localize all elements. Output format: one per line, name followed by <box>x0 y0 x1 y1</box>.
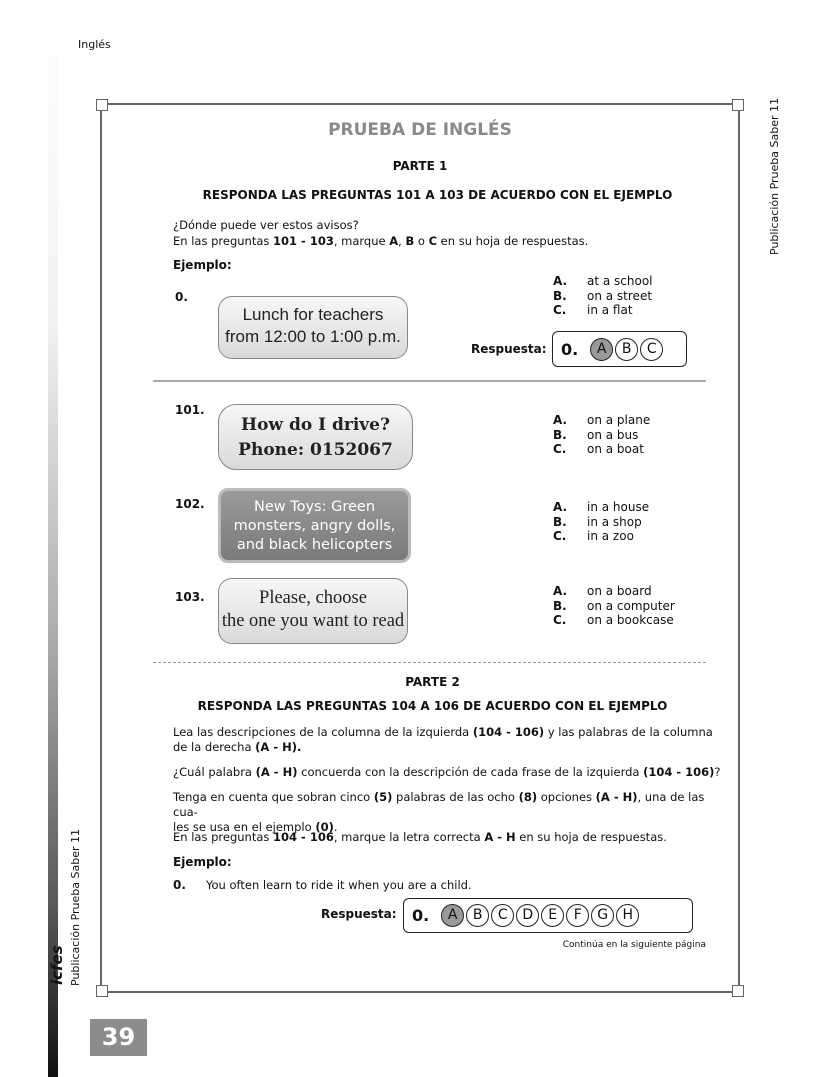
part2-paragraph-4: En las preguntas 104 - 106, marque la letra correcta A - H en su hoja de respuestas. <box>173 830 667 844</box>
icfes-logo: icfes <box>48 945 66 985</box>
example-options: A. at a school B. on a street C. in a flat <box>553 274 653 317</box>
options-101: A. on a plane B. on a bus C. on a boat <box>553 413 651 456</box>
sign-text: monsters, angry dolls, <box>233 518 396 534</box>
sign-text: Phone: 0152067 <box>238 440 393 460</box>
section-divider <box>153 380 706 382</box>
part1-mark-instruction: En las preguntas 101 - 103, marque A, B o C en su hoja de respuestas. <box>173 234 589 248</box>
sign-text: Please, choose <box>259 588 367 608</box>
bottom-publication-label: Publicación Prueba Saber 11 <box>69 828 82 986</box>
answer-bubble-a: A <box>590 338 613 361</box>
part2-example-number: 0. <box>173 878 186 892</box>
frame-corner <box>732 985 744 997</box>
subject-label: Inglés <box>78 38 111 51</box>
example-sign <box>218 296 408 359</box>
frame-corner <box>96 99 108 111</box>
answer-bubble-a: A <box>441 904 464 927</box>
page-number: 39 <box>90 1019 147 1056</box>
part2-example-sentence: You often learn to ride it when you are a child. <box>206 878 472 892</box>
answer-number: 0. <box>412 906 430 925</box>
question-number: 102. <box>175 497 205 511</box>
example-number: 0. <box>175 290 188 304</box>
answer-bubble-f: F <box>566 904 589 927</box>
side-publication-label: Publicación Prueba Saber 11 <box>768 97 781 255</box>
part2-paragraph-3: Tenga en cuenta que sobran cinco (5) palabras de las ocho (8) opciones (A - H), una de las cua- les se usa en el ejemplo (0). <box>173 790 705 834</box>
answer-bubble-h: H <box>616 904 639 927</box>
answer-bubble-c: C <box>491 904 514 927</box>
page-title: PRUEBA DE INGLÉS <box>328 120 512 140</box>
options-103: A. on a board B. on a computer C. on a bookcase <box>553 584 675 627</box>
part2-answer-box <box>403 898 693 933</box>
answer-bubble-b: B <box>615 338 638 361</box>
part2-example-label: Ejemplo: <box>173 855 232 869</box>
example-answer-box <box>552 331 687 367</box>
part2-answer-label: Respuesta: <box>321 907 397 921</box>
section-divider-dashed <box>153 662 706 663</box>
sign-text: New Toys: Green <box>253 499 376 515</box>
part1-instruction: RESPONDA LAS PREGUNTAS 101 A 103 DE ACUERDO CON EL EJEMPLO <box>202 188 673 202</box>
answer-label: Respuesta: <box>471 342 547 356</box>
continue-note: Continúa en la siguiente página <box>562 940 706 950</box>
sign-text: the one you want to read <box>221 611 405 631</box>
part1-heading: PARTE 1 <box>392 159 448 173</box>
part2-paragraph-2: ¿Cuál palabra (A - H) concuerda con la descripción de cada frase de la izquierda (104 - 106)? <box>173 765 721 779</box>
sign-text: Lunch for teachers <box>242 305 384 324</box>
question-number: 101. <box>175 403 205 417</box>
frame-corner <box>732 99 744 111</box>
sign-text: How do I drive? <box>241 415 390 435</box>
sign-103 <box>218 578 408 644</box>
answer-bubble-d: D <box>516 904 539 927</box>
part2-instruction: RESPONDA LAS PREGUNTAS 104 A 106 DE ACUERDO CON EL EJEMPLO <box>197 699 668 713</box>
part2-heading: PARTE 2 <box>405 675 460 689</box>
left-gradient-bar <box>48 0 58 1077</box>
answer-bubble-g: G <box>591 904 614 927</box>
answer-bubble-c: C <box>640 338 663 361</box>
sign-101 <box>218 404 413 470</box>
example-label: Ejemplo: <box>173 258 232 272</box>
part2-paragraph-1: Lea las descripciones de la columna de la izquierda (104 - 106) y las palabras de la columna de la derecha (A - H). <box>173 725 713 754</box>
question-number: 103. <box>175 590 205 604</box>
sign-text: and black helicopters <box>236 537 393 553</box>
answer-bubble-b: B <box>466 904 489 927</box>
sign-text: from 12:00 to 1:00 p.m. <box>225 327 401 346</box>
frame-corner <box>96 985 108 997</box>
options-102: A. in a house B. in a shop C. in a zoo <box>553 500 650 543</box>
part1-question: ¿Dónde puede ver estos avisos? <box>173 218 359 232</box>
answer-number: 0. <box>561 339 579 359</box>
sign-102 <box>218 488 411 563</box>
answer-bubble-e: E <box>541 904 564 927</box>
